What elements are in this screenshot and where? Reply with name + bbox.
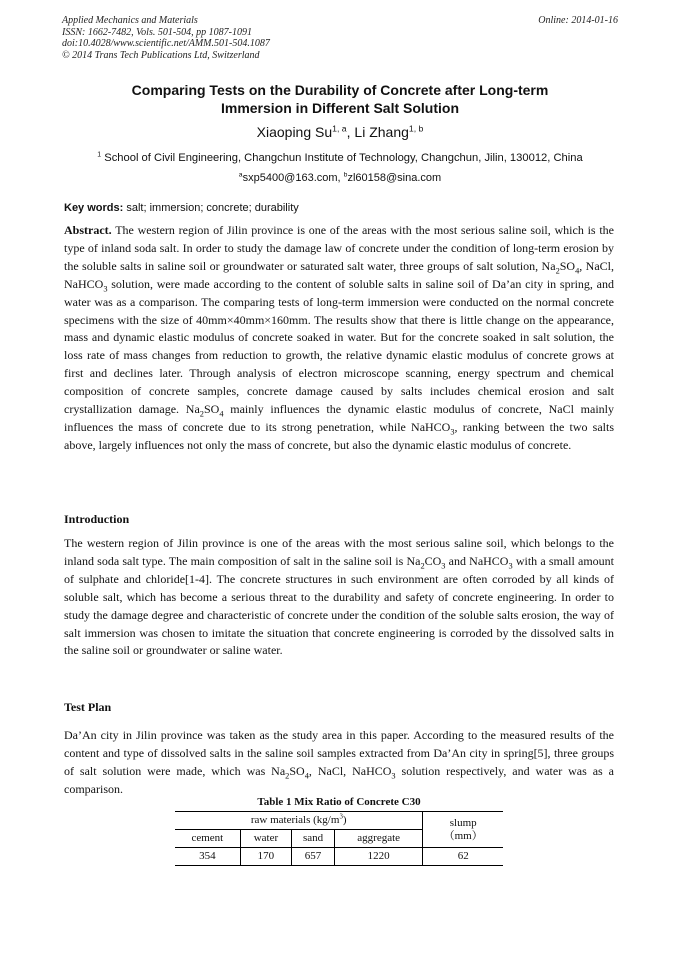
affiliation-sup: 1: [97, 151, 102, 159]
subscript: 2: [420, 561, 425, 571]
author-2-name: Li Zhang: [354, 124, 409, 140]
subscript: 3: [441, 561, 446, 571]
journal-header: [62, 15, 618, 61]
subscript: 3: [391, 771, 396, 781]
table-col-header: water: [240, 830, 291, 848]
subscript: 2: [199, 409, 204, 419]
abstract-text: SO: [559, 258, 576, 273]
affiliation: [62, 151, 618, 165]
subscript: 4: [219, 409, 224, 419]
intro-text: with a small amount of sulphate and chloride[1-4]. The concrete structures in such environment are often corroded by all kinds of soluble salt, which has become a serious threat to the durability and safety of concrete engineering. In order to study the damage degree and characteristic of concrete under the condition of the soluble salts erosion, the way of salt immersion was chosen to imitate the situation that concrete engineering is corroded by the dissolved salts in the saline soil or groundwater or saline water.: [64, 553, 615, 658]
subscript: 4: [304, 771, 309, 781]
subscript: 3: [450, 427, 455, 437]
subscript: 3: [508, 561, 513, 571]
abstract-text: , NaCl, NaHCO: [64, 258, 614, 291]
intro-text: and NaHCO: [445, 553, 509, 568]
table-col-header: sand: [292, 830, 335, 848]
plan-text: , NaCl, NaHCO: [308, 763, 392, 778]
keywords-text: salt; immersion; concrete; durability: [126, 202, 299, 214]
table-cell: 1220: [334, 848, 422, 866]
introduction-paragraph: [64, 535, 614, 660]
title-line-2: Immersion in Different Salt Solution: [220, 100, 460, 116]
title-line-1: Comparing Tests on the Durability of Concrete after Long-term: [131, 82, 549, 98]
mix-ratio-table: [175, 811, 503, 866]
group-header-close: ): [342, 814, 347, 826]
plan-text: Da’An city in Jilin province was taken as the study area in this paper. According to the measured results of the content and type of dissolved salts in the saline soil samples extracted from Da’An city in spring[5], three groups of salt solution were made, which was Na: [64, 728, 614, 778]
table-slump-header: [423, 812, 503, 848]
affiliation-text: School of Civil Engineering, Changchun Institute of Technology, Changchun, Jilin, 130012, China: [104, 152, 583, 164]
author-2-sup: 1, b: [408, 123, 424, 134]
email-b-sup: b: [343, 171, 348, 179]
group-header-text: raw materials (kg/m: [250, 814, 340, 826]
subscript: 4: [575, 266, 580, 276]
email-separator: ,: [337, 172, 344, 184]
intro-text: CO: [424, 553, 442, 568]
test-plan-paragraph: [64, 727, 614, 799]
email-a[interactable]: sxp5400@163.com: [242, 172, 338, 184]
email-a-sup: a: [238, 171, 243, 179]
group-header-sup: 3: [339, 813, 343, 821]
abstract: [64, 222, 614, 455]
doi-line[interactable]: doi:10.4028/www.scientific.net/AMM.501-504.1087: [62, 38, 270, 49]
test-plan-heading: Test Plan: [64, 700, 112, 714]
table-cell: 170: [240, 848, 291, 866]
abstract-label: Abstract.: [64, 223, 112, 237]
table-cell: 657: [292, 848, 335, 866]
subscript: 2: [285, 771, 290, 781]
journal-name: Applied Mechanics and Materials: [62, 15, 198, 26]
table-col-header: aggregate: [334, 830, 422, 848]
slump-label: slump: [449, 816, 477, 829]
table-col-header: cement: [175, 830, 240, 848]
copyright-line: © 2014 Trans Tech Publications Ltd, Switzerland: [62, 49, 260, 61]
abstract-text: SO: [203, 402, 220, 417]
subscript: 2: [555, 266, 560, 276]
email-b[interactable]: zl60158@sina.com: [347, 172, 442, 184]
slump-unit: （mm）: [443, 829, 483, 842]
abstract-text: , ranking between the two salts above, largely influences not only the mass of concrete, but also the dynamic elastic modulus of concrete.: [64, 419, 614, 452]
abstract-text: solution, were made according to the content of soluble salts in saline soil of Da’an city in spring, and water was as a comparison. The comparing tests of long-term immersion were conducted on the normal concrete specimens with the size of 40mm×40mm×160mm. The results show that there is little change on the appearance, mass and dynamic elastic modulus of concrete soaked in water. But for the concrete soaked in salt solution, the loss rate of mass changes from reduction to growth, the relative dynamic elastic modulus of concrete grows at first and declines later. Through analysis of electron microscope scanning, energy spectrum and chemical composition of concrete samples, concrete damage caused by salts includes chemical erosion and salt crystallization damage. Na: [64, 276, 614, 417]
subscript: 3: [103, 284, 108, 294]
online-date: Online: 2014-01-16: [538, 15, 618, 26]
plan-text: SO: [289, 763, 305, 778]
author-emails: [62, 171, 618, 185]
table-group-header: [175, 812, 423, 830]
keywords-label: Key words:: [64, 202, 124, 214]
intro-text: The western region of Jilin province is one of the areas with the most serious saline soil, which belongs to the inland soda salt type. The main composition of salt in the saline soil is Na: [64, 536, 614, 568]
introduction-heading: Introduction: [64, 512, 130, 526]
author-1-name: Xiaoping Su: [256, 124, 333, 140]
author-separator: ,: [346, 124, 355, 140]
abstract-text: The western region of Jilin province is one of the areas with the most serious saline soil, which is the type of inland soda salt. In order to study the damage law of concrete under the condition of long-term erosion by the soluble salts in saline soil or groundwater or saturated salt water, three groups of salt solution, Na: [64, 223, 614, 273]
author-list: [62, 123, 618, 141]
table-cell: 354: [175, 848, 240, 866]
table-caption: Table 1 Mix Ratio of Concrete C30: [257, 796, 421, 808]
author-1-sup: 1, a: [332, 123, 347, 134]
plan-text: solution respectively, and water was as a comparison.: [64, 763, 614, 796]
issn-line: ISSN: 1662-7482, Vols. 501-504, pp 1087-1091: [62, 26, 252, 38]
keywords: [64, 201, 616, 215]
abstract-text: mainly influences the dynamic elastic modulus of concrete, NaCl mainly influences the mass of concrete due to its strong penetration, while NaHCO: [64, 402, 614, 434]
paper-title: [62, 81, 618, 117]
table-cell: 62: [423, 848, 503, 866]
